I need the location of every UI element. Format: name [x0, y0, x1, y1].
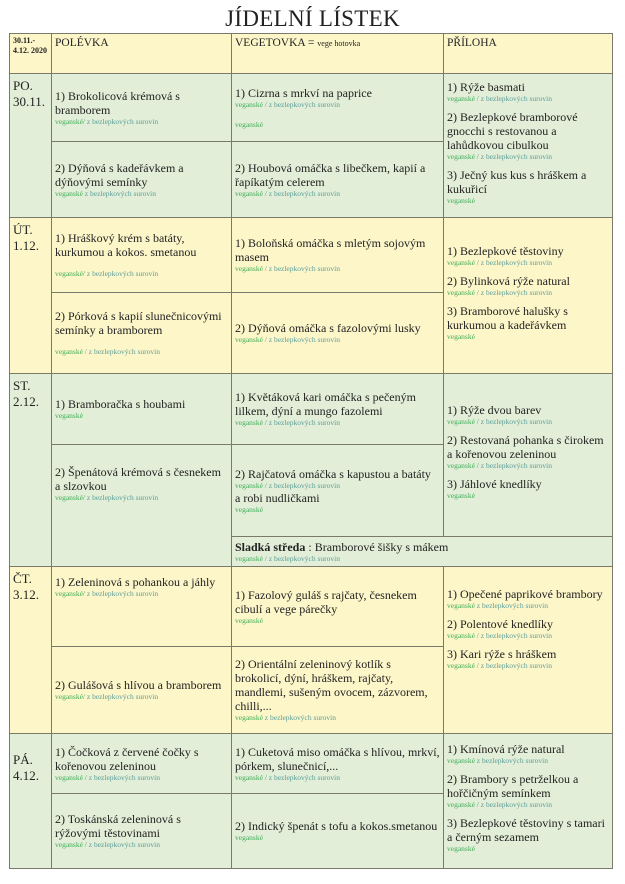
vege-cell [232, 445, 444, 537]
vegan-tag: veganské / [447, 417, 481, 426]
diet-tag [447, 461, 609, 471]
menu-table [9, 33, 613, 869]
dish-name: 1) Brokolicová krémová s bramborem [55, 88, 180, 117]
vegan-tag: veganské / [447, 800, 481, 809]
page-title: JÍDELNÍ LÍSTEK [225, 6, 400, 31]
side-item [447, 587, 609, 611]
soup-cell [52, 445, 232, 567]
side-header: PŘÍLOHA [444, 34, 613, 74]
dish-name: 1) Zeleninová s pohankou a jáhly [55, 575, 216, 589]
dish-name: 2) Toskánská zeleninová s rýžovými těstovinami [55, 812, 181, 840]
header-row [10, 34, 613, 74]
glutenfree-tag: / z bezlepkových surovin [476, 257, 552, 267]
soup-cell [52, 218, 232, 293]
diet-tag [447, 491, 609, 501]
dish-name: 2) Brambory s petrželkou a hořčičným semínkem [447, 772, 579, 800]
vegan-tag: veganské [235, 833, 263, 842]
dish-name: 1) Rýže dvou barev [447, 403, 542, 417]
dish-name: a robi nudličkami [235, 490, 320, 505]
side-cell [444, 374, 613, 537]
glutenfree-tag: z bezlepkových surovin [268, 188, 340, 198]
vegan-tag: veganské [235, 713, 263, 722]
vegan-tag: veganské / [55, 840, 89, 849]
vegan-tag: veganské [447, 491, 475, 500]
vege-cell [232, 142, 444, 218]
vege-header-sub: vege hotovka [317, 39, 361, 48]
diet-tag [447, 196, 609, 206]
diet-tag [55, 189, 228, 199]
day-label [10, 374, 52, 567]
vegan-tag: veganské / [235, 480, 269, 490]
vegan-tag: veganské [447, 257, 477, 267]
vegan-tag: veganské [447, 631, 477, 640]
day-name: ČT. [13, 571, 32, 586]
diet-tag [235, 418, 440, 428]
dish-name: 3) Kari rýže s hráškem [447, 647, 557, 661]
diet-tag [55, 347, 228, 357]
dish-name: 3) Jáhlové knedlíky [447, 477, 542, 491]
dish-name: 2) Dýňová s kadeřávkem a dýňovými semínky [55, 160, 184, 189]
dish-name: 2) Restovaná pohanka s čirokem a kořenovou zeleninou [447, 433, 604, 461]
diet-tag [235, 505, 440, 515]
glutenfree-tag: z bezlepkových surovin [84, 188, 157, 198]
vegan-tag: veganské/ [55, 493, 85, 502]
week-range: 30.11.- 4.12. 2020 [10, 34, 52, 74]
vege-cell [232, 74, 444, 142]
glutenfree-tag: z bezlepkových surovin [268, 772, 340, 782]
glutenfree-tag: z bezlepkových surovin [474, 756, 549, 765]
vege-cell [232, 734, 444, 794]
vege-cell [232, 794, 444, 869]
dish-name: 2) Pórková s kapií slunečnicovými semínky a bramborem [55, 309, 222, 337]
glutenfree-tag: / z bezlepkových surovin [264, 264, 340, 273]
side-item [447, 110, 609, 162]
special-text: : Bramborové šišky s mákem [305, 539, 449, 554]
side-item [447, 433, 609, 471]
dish-name: 2) Bylinková rýže natural [447, 273, 570, 288]
glutenfree-tag: z bezlepkových surovin [480, 461, 552, 470]
day-name: PO. [13, 78, 33, 93]
vege-cell [232, 218, 444, 293]
day-date: 1.12. [13, 238, 39, 253]
diet-tag [447, 631, 609, 641]
day-row [10, 218, 613, 293]
vegan-tag: veganské [447, 331, 475, 341]
diet-tag [55, 117, 228, 127]
glutenfree-tag: z bezlepkových surovin [268, 99, 340, 109]
glutenfree-tag: z bezlepkových surovin [268, 418, 340, 427]
diet-tag [235, 616, 440, 626]
vegan-tag: veganské [447, 756, 475, 765]
diet-tag [235, 335, 440, 345]
side-cell [444, 218, 613, 374]
diet-tag [235, 713, 440, 723]
diet-tag [55, 840, 228, 850]
glutenfree-tag: z bezlepkových surovin [262, 713, 337, 722]
side-cell [444, 567, 613, 734]
day-name: PÁ. [13, 752, 33, 767]
glutenfree-tag: z bezlepkových surovin [480, 800, 552, 809]
vegan-tag: veganské [447, 661, 477, 670]
vegan-tag: veganské [235, 335, 265, 344]
diet-tag [235, 189, 440, 199]
side-item [447, 816, 609, 854]
glutenfree-tag: z bezlepkových surovin [85, 269, 159, 278]
dish-name: 2) Indický špenát s tofu a kokos.smetanou [235, 819, 438, 833]
diet-tag [447, 152, 609, 162]
vegan-tag: veganské [235, 553, 265, 563]
dish-name: 1) Čočková z červené čočky s kořenovou zeleninou [55, 744, 199, 773]
glutenfree-tag: z bezlepkových surovin [268, 480, 340, 490]
side-item [447, 617, 609, 641]
diet-tag [447, 417, 609, 427]
dish-name: 1) Cuketová miso omáčka s hlívou, mrkví, pórkem, slunečnicí,... [235, 744, 440, 773]
glutenfree-tag: z bezlepkových surovin [88, 840, 160, 849]
vege-cell [232, 567, 444, 647]
vegan-tag: veganské / [447, 93, 481, 103]
vegan-tag: veganské / [447, 461, 481, 470]
diet-tag [447, 601, 609, 611]
dish-name: 1) Květáková kari omáčka s pečeným lilkem, dýní a mungo fazolemi [235, 390, 416, 418]
vege-cell [232, 374, 444, 445]
day-row [10, 734, 613, 794]
day-date: 3.12. [13, 587, 39, 602]
vege-cell [232, 647, 444, 734]
special-cell [232, 537, 613, 567]
glutenfree-tag: z bezlepkových surovin [85, 116, 159, 126]
vegan-tag: veganské [235, 264, 265, 273]
glutenfree-tag: / z bezlepkových surovin [84, 347, 160, 356]
day-label [10, 74, 52, 218]
soup-cell [52, 647, 232, 734]
vegan-tag: veganské [235, 504, 263, 514]
vegan-tag: veganské/ [55, 116, 85, 126]
soup-header: POLÉVKA [52, 34, 232, 74]
diet-tag [235, 100, 440, 110]
diet-tag [447, 756, 609, 766]
day-row [10, 74, 613, 142]
dish-name: 2) Dýňová omáčka s fazolovými lusky [235, 321, 421, 335]
diet-tag [447, 94, 609, 104]
side-item [447, 403, 609, 427]
glutenfree-tag: / z bezlepkových surovin [264, 335, 340, 344]
vegan-tag: veganské / [235, 418, 269, 427]
dish-name: 2) Gulášová s hlívou a bramborem [55, 678, 222, 692]
diet-tag [55, 692, 228, 702]
vegan-tag: veganské [235, 615, 263, 625]
vegan-tag: veganské/ [55, 269, 85, 278]
vegan-tag: veganské/ [55, 589, 85, 598]
side-item [447, 244, 609, 268]
diet-tag [235, 833, 440, 843]
diet-tag [235, 554, 609, 564]
diet-tag [447, 661, 609, 671]
day-label [10, 734, 52, 869]
dish-name: 1) Cizrna s mrkví na paprice [235, 85, 372, 100]
dish-name: 2) Orientální zeleninový kotlík s brokolicí, dýní, hráškem, rajčaty, mandlemi, sušeným ovocem, zázvorem, chilli,... [235, 657, 428, 713]
dish-name: 3) Bezlepkové těstoviny s tamari a černým sezamem [447, 816, 605, 844]
diet-tag [55, 589, 228, 599]
glutenfree-tag: z bezlepkových surovin [85, 589, 159, 598]
vegan-tag: veganské [447, 287, 477, 297]
side-item [447, 274, 609, 298]
day-label [10, 567, 52, 734]
side-item [447, 168, 609, 206]
glutenfree-tag: / z bezlepkových surovin [476, 287, 552, 297]
spacer [235, 110, 440, 120]
vege-header-label: VEGETOVKA = [235, 37, 315, 49]
day-row [10, 567, 613, 647]
day-label [10, 218, 52, 374]
dish-name: 1) Kmínová rýže natural [447, 742, 565, 756]
vegan-tag: veganské [447, 844, 475, 853]
dish-name: 2) Houbová omáčka s libečkem, kapií a řapíkatým celerem [235, 160, 426, 189]
side-item [447, 477, 609, 501]
diet-tag [235, 120, 440, 130]
day-date: 4.12. [13, 768, 39, 783]
side-item [447, 304, 609, 342]
vegan-tag: veganské [235, 119, 263, 129]
vegan-tag: veganské [447, 151, 477, 161]
soup-cell [52, 142, 232, 218]
diet-tag [447, 844, 609, 854]
diet-tag [447, 288, 609, 298]
day-date: 30.11. [13, 94, 46, 109]
glutenfree-tag: z bezlepkových surovin [476, 601, 549, 610]
vegan-tag: veganské / [235, 772, 269, 782]
dish-name: 2) Polentové knedlíky [447, 617, 553, 631]
side-item [447, 80, 609, 104]
soup-cell [52, 74, 232, 142]
soup-cell [52, 734, 232, 794]
diet-tag [235, 773, 440, 783]
soup-cell [52, 794, 232, 869]
side-cell [444, 734, 613, 869]
glutenfree-tag: / z bezlepkových surovin [476, 631, 552, 640]
diet-tag [447, 332, 609, 342]
glutenfree-tag: z bezlepkových surovin [480, 417, 552, 426]
diet-tag [235, 264, 440, 274]
vege-header [232, 34, 444, 74]
side-item [447, 772, 609, 810]
glutenfree-tag: z bezlepkových surovin [85, 493, 159, 502]
dish-name: 1) Fazolový guláš s rajčaty, česnekem cibulí a vege párečky [235, 587, 417, 616]
dish-name: 1) Bramboračka s houbami [55, 397, 186, 411]
special-label: Sladká středa [235, 539, 306, 554]
dish-name: 1) Bezlepkové těstoviny [447, 243, 564, 258]
glutenfree-tag: z bezlepkových surovin [88, 772, 160, 782]
day-row [10, 374, 613, 445]
glutenfree-tag: / z bezlepkových surovin [476, 151, 552, 161]
diet-tag [55, 411, 228, 421]
vegan-tag: veganské / [235, 188, 269, 198]
diet-tag [55, 773, 228, 783]
glutenfree-tag: z bezlepkových surovin [85, 692, 159, 701]
vegan-tag: veganské / [235, 99, 269, 109]
day-name: ST. [13, 378, 31, 393]
vege-cell [232, 293, 444, 374]
glutenfree-tag: / z bezlepkových surovin [476, 661, 552, 670]
dish-name: 1) Hráškový krém s batáty, kurkumou a kokos. smetanou [55, 231, 197, 259]
diet-tag [235, 481, 440, 491]
day-date: 2.12. [13, 394, 39, 409]
vegan-tag: veganské [55, 347, 85, 356]
vegan-tag: veganské/ [55, 692, 85, 701]
dish-name: 3) Ječný kus kus s hráškem a kukuřicí [447, 167, 587, 196]
day-name: ÚT. [13, 222, 33, 237]
vegan-tag: veganské / [55, 772, 89, 782]
dish-name: 2) Bezlepkové bramborové gnocchi s restovanou a lahůdkovou cibulkou [447, 109, 578, 152]
glutenfree-tag: z bezlepkových surovin [480, 93, 552, 103]
diet-tag [55, 493, 228, 503]
dish-name: 3) Bramborové halušky s kurkumou a kadeřávkem [447, 303, 568, 332]
dish-name: 1) Rýže basmati [447, 79, 525, 94]
glutenfree-tag: / z bezlepkových surovin [264, 553, 340, 563]
dish-name: 2) Rajčatová omáčka s kapustou a batáty [235, 466, 431, 481]
side-cell [444, 74, 613, 218]
vegan-tag: veganské [447, 601, 477, 610]
spacer [55, 337, 228, 347]
spacer [55, 259, 228, 269]
side-item [447, 742, 609, 766]
soup-cell [52, 567, 232, 647]
diet-tag [447, 258, 609, 268]
diet-tag [447, 800, 609, 810]
dish-name: 1) Boloňská omáčka s mletým sojovým masem [235, 236, 426, 264]
vegan-tag: veganské [447, 195, 475, 205]
dish-name: 1) Opečené paprikové brambory [447, 587, 603, 601]
soup-cell [52, 293, 232, 374]
vegan-tag: veganské [55, 411, 83, 420]
side-item [447, 647, 609, 671]
soup-cell [52, 374, 232, 445]
vegan-tag: veganské [55, 188, 85, 198]
diet-tag [55, 269, 228, 279]
dish-name: 2) Špenátová krémová s česnekem a slzovkou [55, 465, 221, 493]
